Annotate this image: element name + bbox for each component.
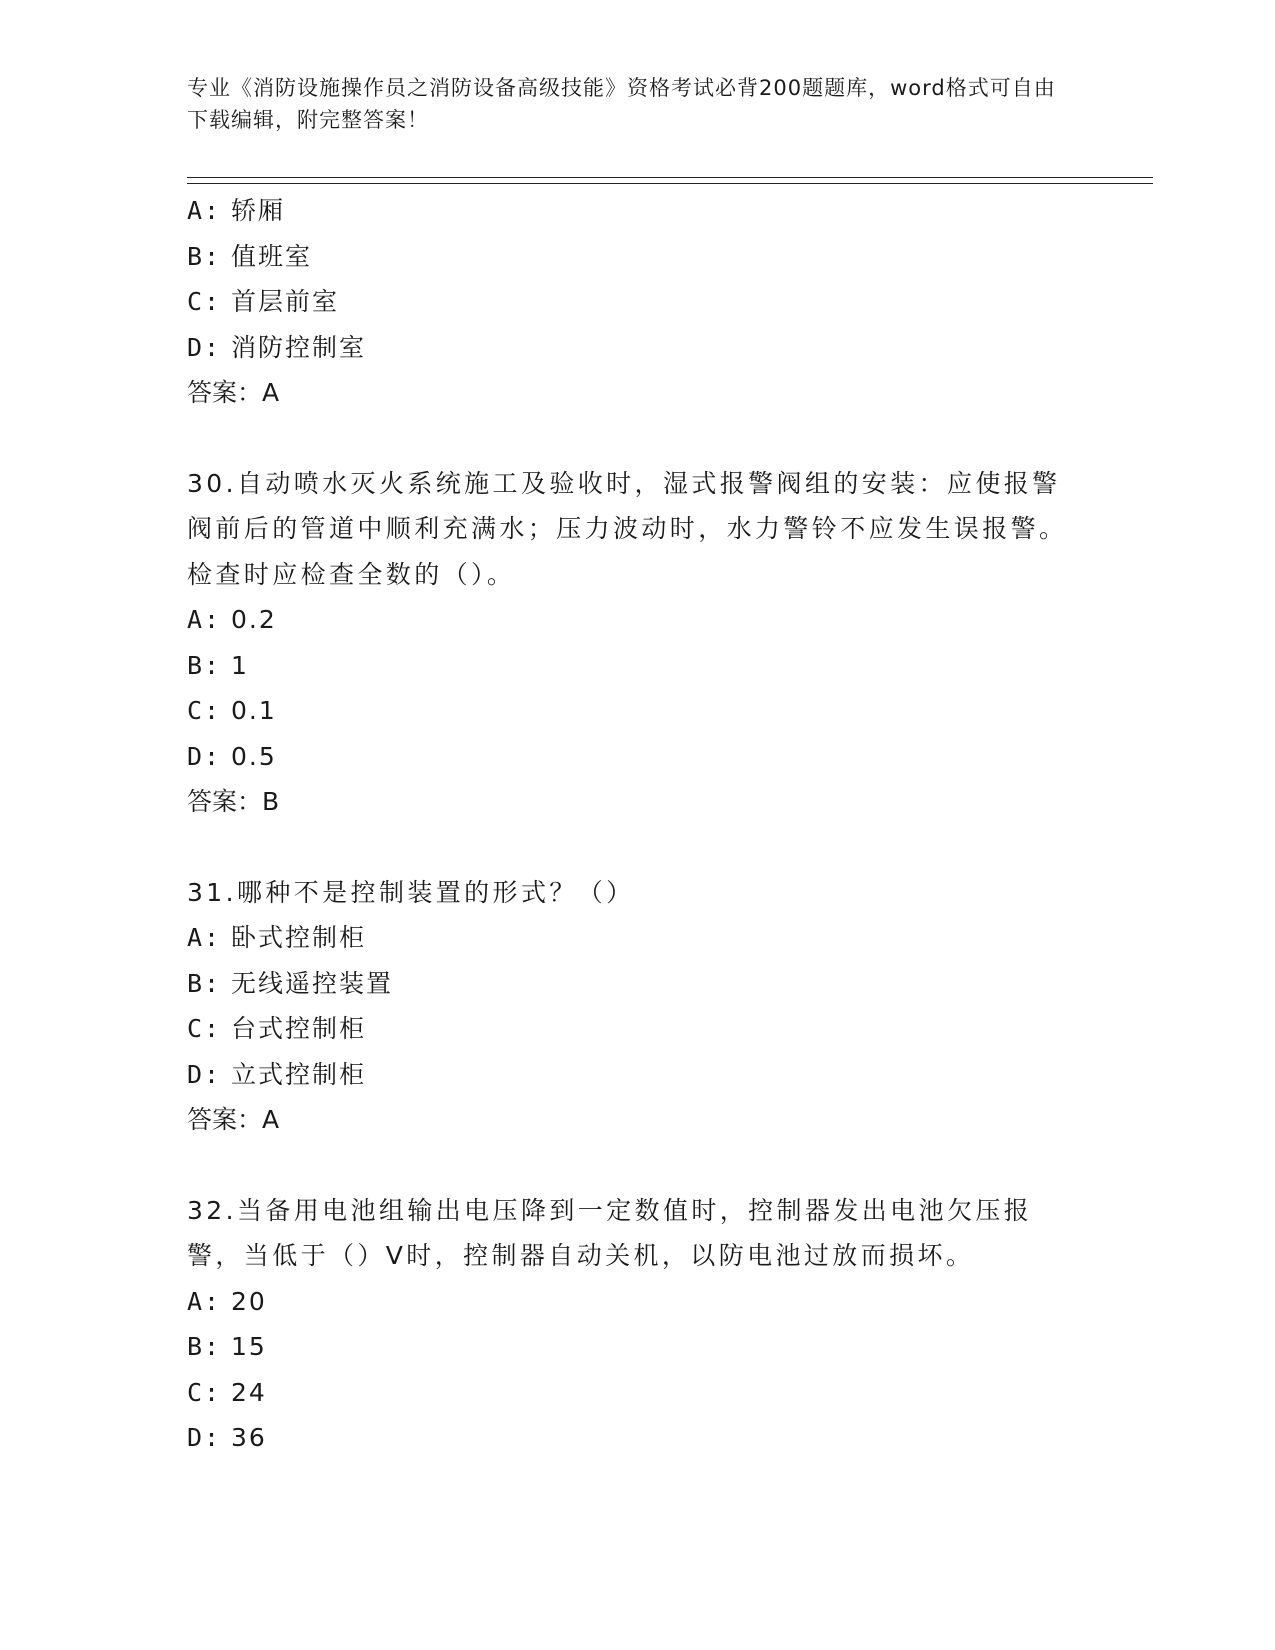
option-letter: A: xyxy=(187,923,222,952)
option-text: 轿厢 xyxy=(231,196,286,225)
option-text: 24 xyxy=(231,1377,267,1407)
option-letter: C: xyxy=(187,1014,222,1043)
option-text: 0.5 xyxy=(231,741,277,771)
option-text: 0.2 xyxy=(231,605,277,634)
question-block xyxy=(187,870,1087,1143)
option-text: 台式控制柜 xyxy=(231,1014,367,1043)
option-a xyxy=(187,1279,1087,1325)
question-block xyxy=(187,1188,1087,1461)
option-c xyxy=(187,1006,1087,1052)
option-text: 无线遥控装置 xyxy=(231,968,394,998)
option-letter: D: xyxy=(187,741,222,771)
option-text: 值班室 xyxy=(231,241,313,271)
question-block xyxy=(187,461,1087,825)
option-b xyxy=(187,961,1087,1007)
document-header: 专业《消防设施操作员之消防设备高级技能》资格考试必背200题题库，word格式可自由下载编辑，附完整答案！ xyxy=(187,76,1056,132)
option-letter: B: xyxy=(187,650,222,680)
option-c xyxy=(187,279,1087,325)
answer-label: 答案： xyxy=(187,787,263,816)
option-text: 36 xyxy=(231,1423,267,1452)
option-c xyxy=(187,688,1087,734)
option-letter: B: xyxy=(187,1332,222,1361)
answer-value: B xyxy=(262,787,280,816)
header-divider-bottom xyxy=(187,183,1153,184)
answer-line xyxy=(187,370,1087,416)
option-b xyxy=(187,234,1087,280)
option-letter: A: xyxy=(187,196,222,225)
option-text: 首层前室 xyxy=(231,287,340,316)
answer-label: 答案： xyxy=(187,378,263,407)
option-text: 卧式控制柜 xyxy=(231,923,367,952)
option-letter: D: xyxy=(187,332,222,362)
question-stem: 32.当备用电池组输出电压降到一定数值时，控制器发出电池欠压报警，当低于（）V时，控制器自动关机，以防电池过放而损坏。 xyxy=(187,1195,1033,1270)
option-a xyxy=(187,915,1087,961)
option-d xyxy=(187,325,1087,371)
option-d xyxy=(187,734,1087,780)
option-letter: D: xyxy=(187,1059,222,1089)
question-stem: 30.自动喷水灭火系统施工及验收时，湿式报警阀组的安装：应使报警阀前后的管道中顺利充满水；压力波动时，水力警铃不应发生误报警。检查时应检查全数的（）。 xyxy=(187,468,1068,589)
option-letter: A: xyxy=(187,1286,222,1316)
option-letter: B: xyxy=(187,241,222,271)
option-c xyxy=(187,1370,1087,1416)
answer-value: A xyxy=(262,1105,280,1134)
option-b xyxy=(187,643,1087,689)
option-text: 15 xyxy=(231,1332,267,1361)
question-list xyxy=(187,188,1087,1506)
option-text: 20 xyxy=(231,1286,267,1316)
answer-value: A xyxy=(262,378,280,407)
option-letter: C: xyxy=(187,287,222,316)
header-divider-top xyxy=(187,177,1153,178)
option-letter: C: xyxy=(187,1377,222,1407)
option-letter: A: xyxy=(187,605,222,634)
option-text: 0.1 xyxy=(231,696,277,725)
option-text: 立式控制柜 xyxy=(231,1059,367,1089)
question-stem: 31.哪种不是控制装置的形式？（） xyxy=(187,877,635,907)
answer-label: 答案： xyxy=(187,1105,263,1134)
answer-line xyxy=(187,779,1087,825)
answer-line xyxy=(187,1097,1087,1143)
option-letter: B: xyxy=(187,968,222,998)
option-a xyxy=(187,188,1087,234)
option-d xyxy=(187,1415,1087,1461)
option-text: 1 xyxy=(231,650,249,680)
option-b xyxy=(187,1324,1087,1370)
option-letter: D: xyxy=(187,1423,222,1452)
question-block xyxy=(187,188,1087,416)
option-a xyxy=(187,597,1087,643)
option-d xyxy=(187,1052,1087,1098)
option-text: 消防控制室 xyxy=(231,332,367,362)
option-letter: C: xyxy=(187,696,222,725)
